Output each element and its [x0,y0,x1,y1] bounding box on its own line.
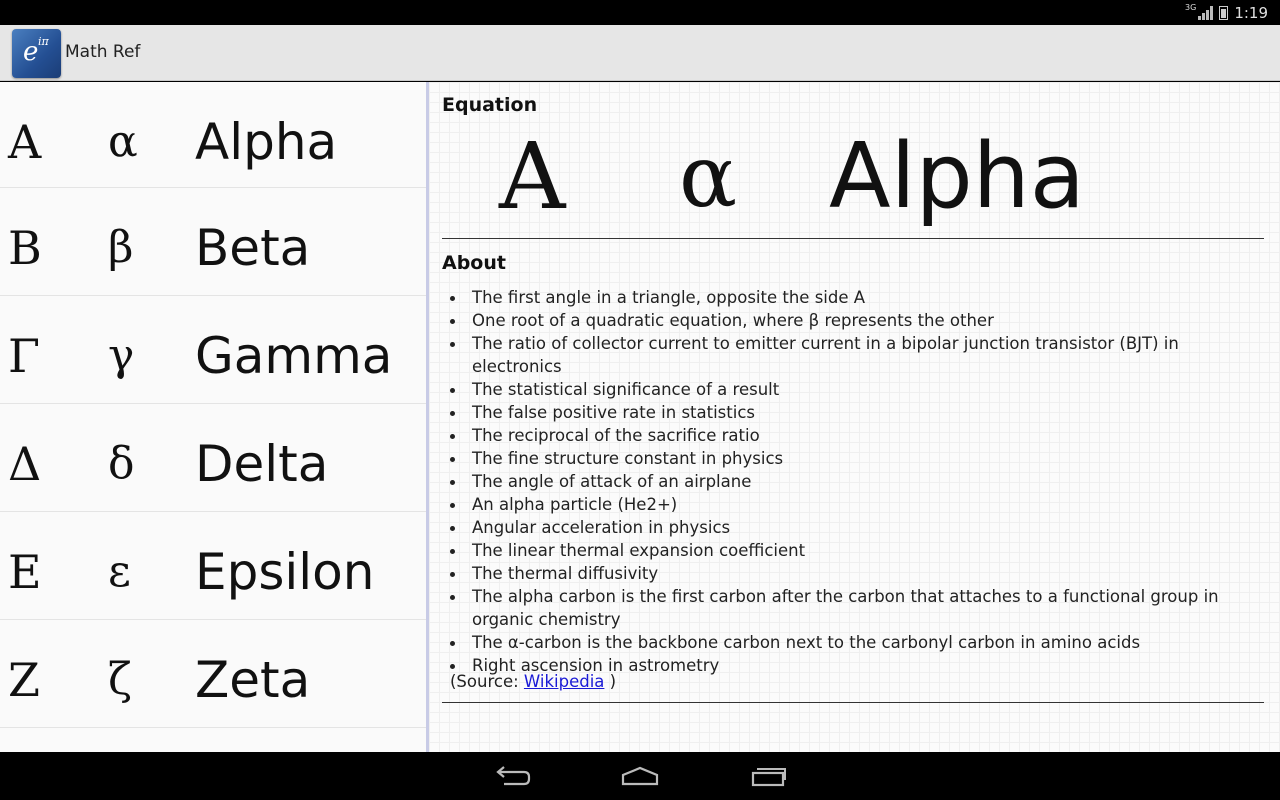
letter-name: Epsilon [195,543,375,601]
lowercase-letter: α [108,116,138,167]
letter-name: Zeta [195,651,311,709]
app-icon-superscript: iπ [38,35,49,48]
about-item: Right ascension in astrometry [472,654,1262,677]
about-item: The α-carbon is the backbone carbon next to the carbonyl carbon in amino acids [472,631,1262,654]
list-item-delta[interactable] [0,404,426,512]
separator [442,702,1264,703]
lowercase-letter: ε [108,546,131,597]
uppercase-letter: Γ [8,329,40,383]
home-icon[interactable] [616,762,664,790]
lowercase-letter: δ [108,438,135,489]
uppercase-letter: Δ [8,437,42,491]
equation-display [429,122,1280,232]
source-suffix: ) [604,672,617,691]
about-item: The false positive rate in statistics [472,401,1262,424]
app-icon-e: e [23,37,39,67]
navigation-bar [0,752,1280,800]
signal-icon [1198,6,1213,20]
about-item: The alpha carbon is the first carbon after the carbon that attaches to a functional group in organic chemistry [472,585,1262,631]
status-bar [0,0,1280,25]
about-item: The fine structure constant in physics [472,447,1262,470]
list-item-gamma[interactable] [0,296,426,404]
uppercase-letter: B [8,221,42,275]
wikipedia-link[interactable]: Wikipedia [523,672,605,691]
greek-letter-list [0,82,426,752]
about-item: The linear thermal expansion coefficient [472,539,1262,562]
lowercase-letter: ζ [108,654,132,705]
about-heading: About [442,252,506,274]
list-item-zeta[interactable] [0,620,426,728]
list-item-alpha[interactable] [0,82,426,188]
action-bar [0,25,1280,81]
equation-lowercase: α [679,127,738,227]
letter-name: Beta [195,219,311,277]
battery-icon [1219,6,1228,20]
letter-name: Gamma [195,327,393,385]
about-item: The ratio of collector current to emitter current in a bipolar junction transistor (BJT) in electronics [472,332,1262,378]
about-item: The angle of attack of an airplane [472,470,1262,493]
about-item: Angular acceleration in physics [472,516,1262,539]
source-prefix: (Source: [450,672,524,691]
uppercase-letter: A [8,115,42,169]
list-item-beta[interactable] [0,188,426,296]
status-icons [1185,3,1268,22]
about-list [472,286,1262,677]
separator [442,238,1264,239]
lowercase-letter: γ [108,330,135,381]
list-item-epsilon[interactable] [0,512,426,620]
network-type-label: 3G [1185,3,1197,12]
app-icon[interactable] [12,29,61,78]
detail-pane [429,82,1280,752]
clock: 1:19 [1234,3,1268,22]
letter-name: Alpha [195,113,338,171]
uppercase-letter: E [8,545,42,599]
uppercase-letter: Z [8,653,40,707]
source-line [450,672,616,691]
letter-name: Delta [195,435,329,493]
equation-name: Alpha [829,124,1085,229]
lowercase-letter: β [108,222,134,273]
about-item: An alpha particle (He2+) [472,493,1262,516]
about-item: One root of a quadratic equation, where β represents the other [472,309,1262,332]
equation-uppercase: A [499,123,566,230]
about-item: The thermal diffusivity [472,562,1262,585]
equation-heading: Equation [442,94,538,116]
about-item: The first angle in a triangle, opposite the side A [472,286,1262,309]
back-icon[interactable] [488,762,536,790]
recent-apps-icon[interactable] [744,762,792,790]
about-item: The reciprocal of the sacrifice ratio [472,424,1262,447]
about-item: The statistical significance of a result [472,378,1262,401]
app-title: Math Ref [65,42,141,62]
